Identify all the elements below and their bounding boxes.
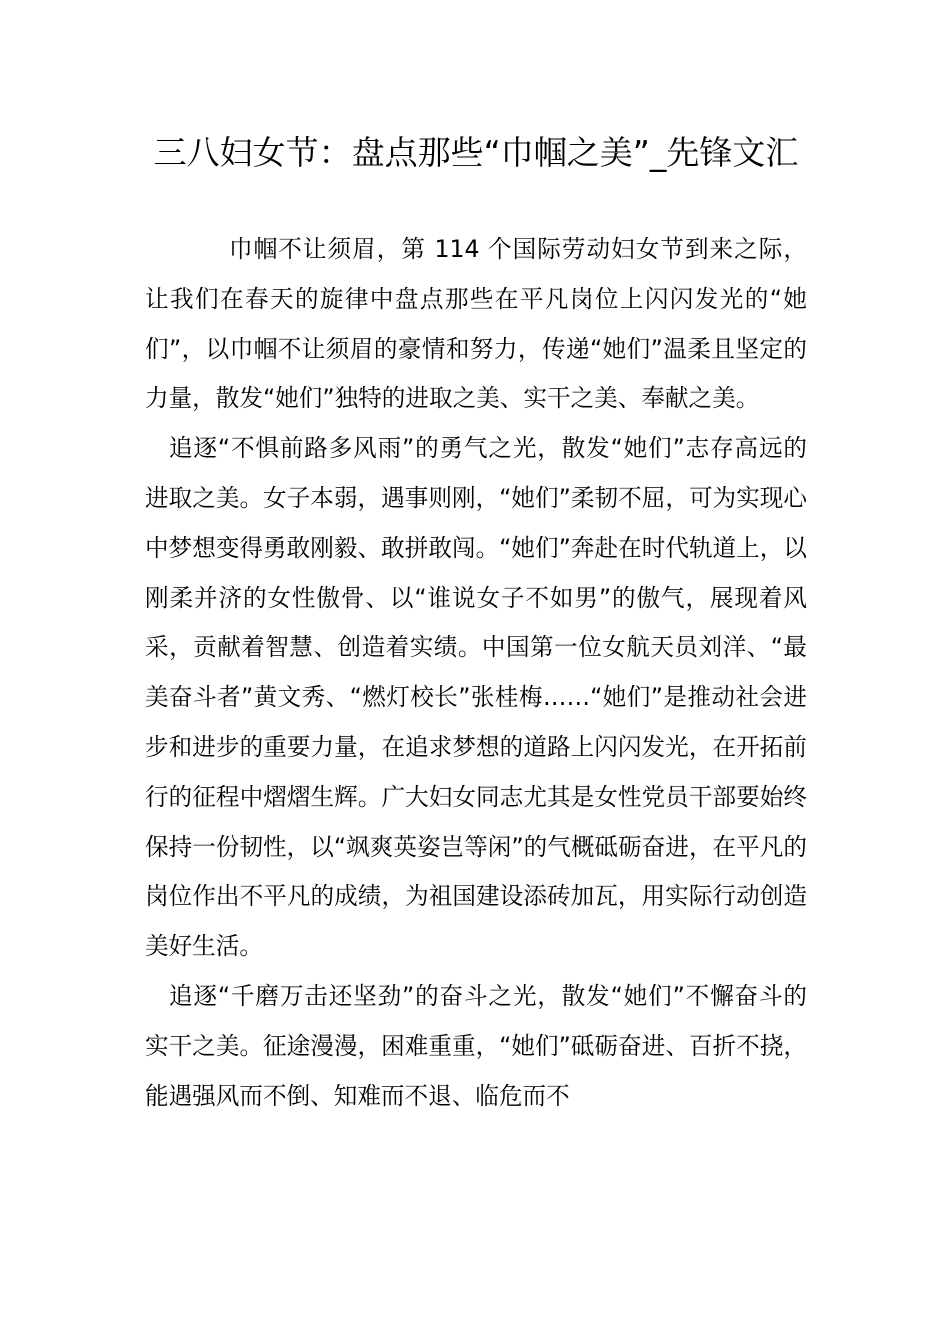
paragraph-intro: 巾帼不让须眉，第 114 个国际劳动妇女节到来之际，让我们在春天的旋律中盘点那些在平凡岗位上闪闪发光的“她们”，以巾帼不让须眉的豪情和努力，传递“她们”温柔且坚定的力量，散发“她们”独特的进取之美、实干之美、奉献之美。	[145, 235, 807, 413]
paragraph-courage: 追逐“不惧前路多风雨”的勇气之光，散发“她们”志存高远的进取之美。女子本弱，遇事则刚，“她们”柔韧不屈，可为实现心中梦想变得勇敢刚毅、敢拼敢闯。“她们”奔赴在时代轨道上，以刚柔并济的女性傲骨、以“谁说女子不如男”的傲气，展现着风采，贡献着智慧、创造着实绩。中国第一位女航天员刘洋、“最美奋斗者”黄文秀、“燃灯校长”张桂梅……“她们”是推动社会进步和进步的重要力量，在追求梦想的道路上闪闪发光，在开拓前行的征程中熠熠生辉。广大妇女同志尤其是女性党员干部要始终保持一份韧性，以“飒爽英姿岂等闲”的气概砥砺奋进，在平凡的岗位作出不平凡的成绩，为祖国建设添砖加瓦，用实际行动创造美好生活。	[145, 434, 807, 961]
document-body	[145, 225, 807, 1121]
document-title: 三八妇女节：盘点那些“巾帼之美”_先锋文汇	[153, 133, 799, 172]
paragraph-struggle: 追逐“千磨万击还坚劲”的奋斗之光，散发“她们”不懈奋斗的实干之美。征途漫漫，困难重重，“她们”砥砺奋进、百折不挠，能遇强风而不倒、知难而不退、临危而不	[145, 981, 807, 1110]
